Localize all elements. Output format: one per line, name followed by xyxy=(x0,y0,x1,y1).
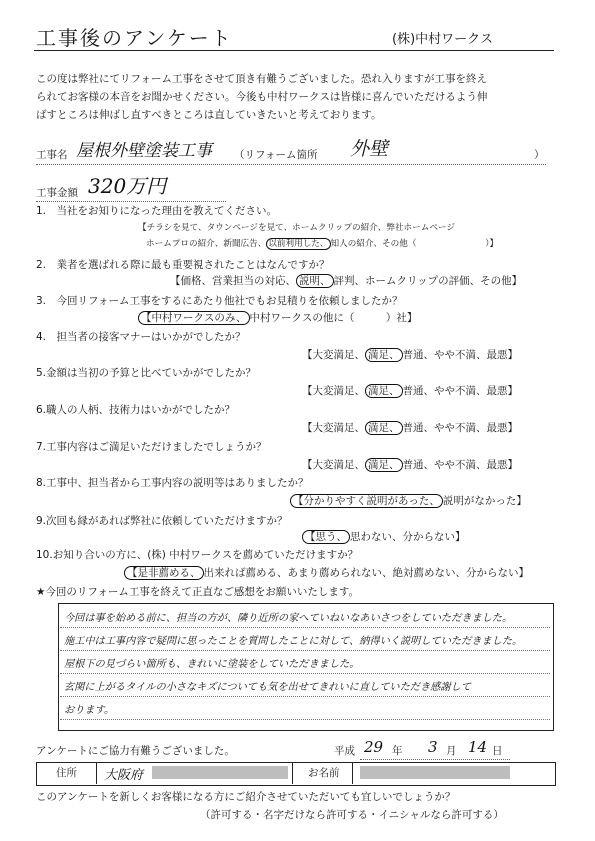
amount-label: 工事金額 xyxy=(36,187,78,199)
question-8: 8.工事中、担当者から工事内容の説明等はありましたか？ xyxy=(36,477,309,489)
q6-selected-option: 満足、 xyxy=(365,421,403,435)
comment-rule xyxy=(60,627,550,628)
address-value: 大阪府 xyxy=(104,768,144,783)
question-6: 6.職人の人柄、技術力はいかがでしたか？ xyxy=(36,404,236,416)
comment-rule xyxy=(60,650,550,651)
q2-selected-option: 説明、 xyxy=(296,274,334,288)
intro-line: られてお客様の本音をお聞かせください。今後も中村ワークスは皆様に喜んでいただけるよう伸 xyxy=(36,91,488,103)
q1-selected-option: 以前利用した、 xyxy=(268,239,329,249)
date-day: 14 xyxy=(468,738,488,756)
comment-rule xyxy=(60,673,550,674)
date-era: 平成 xyxy=(334,745,355,757)
q10-options xyxy=(124,566,529,580)
q1-option: ホームプロの紹介、新聞広告、 xyxy=(146,239,267,249)
thanks-text: アンケートにご協力有難うございました。 xyxy=(36,745,235,757)
address-label-divider xyxy=(96,762,97,784)
question-5: 5.金額は当初の予算と比べていかがでしたか？ xyxy=(36,367,257,379)
q5-options xyxy=(302,384,518,398)
q9-option: 思わない、分からない】 xyxy=(350,531,466,543)
q7-selected-option: 満足、 xyxy=(365,458,403,472)
name-redaction xyxy=(360,766,510,779)
date-year: 29 xyxy=(364,738,384,756)
date-month-unit: 月 xyxy=(446,745,457,757)
q10-option: 出来れば薦める、あまり薦められない、絶対薦めない、分からない】 xyxy=(203,567,529,579)
q5-option: 普通、やや不満、最悪】 xyxy=(402,385,518,397)
intro-line: ばすところは伸ばし直すべきところは直していきたいと考えております。 xyxy=(36,109,382,121)
q9-options xyxy=(302,530,466,544)
q8-option: 説明がなかった】 xyxy=(442,495,527,507)
q10-selected-option: 【是非薦める、 xyxy=(124,566,204,580)
q3-option: 中村ワークスの他に（ ）社】 xyxy=(249,312,418,324)
comment-prompt: ★今回のリフォーム工事を終えて正直なご感想をお願いいたします。 xyxy=(36,586,360,598)
amount-underline xyxy=(36,201,226,202)
q7-option: 普通、やや不満、最悪】 xyxy=(402,459,518,471)
title-underline xyxy=(34,50,554,51)
company-name: (株)中村ワークス xyxy=(392,32,494,47)
page-title: 工事後のアンケート xyxy=(36,26,233,50)
question-4: 4. 担当者の接客マナーはいかがでしたか？ xyxy=(36,331,246,343)
comment-rule xyxy=(60,696,550,697)
question-3: 3. 今回リフォーム工事をするにあたり他社でもお見積りを依頼しましたか？ xyxy=(36,295,403,307)
q1-option: 知人の紹介、その他（ ）】 xyxy=(330,239,499,249)
q4-option: 普通、やや不満、最悪】 xyxy=(402,349,518,361)
q4-option: 【大変満足、 xyxy=(302,349,365,361)
q1-options-line1: 【チラシを見て、タウンページを見て、ホームクリップの紹介、弊社ホームページ xyxy=(138,223,455,233)
address-name-divider xyxy=(292,762,293,784)
comment-text-line: 屋根下の見づらい箇所も、きれいに塗装をしていただきました。 xyxy=(64,659,360,670)
work-name-label: 工事名 xyxy=(36,149,68,161)
consent-options: （許可する・名字だけなら許可する・イニシャルなら許可する） xyxy=(200,809,504,821)
question-7: 7.工事内容はご満足いただけましたでしょうか？ xyxy=(36,441,267,453)
question-1: 1. 当社をお知りになった理由を教えてください。 xyxy=(36,205,278,217)
question-9: 9.次回も縁があれば弊社に依頼していただけますか？ xyxy=(36,515,288,527)
q1-options-line2 xyxy=(146,238,498,250)
question-2: 2. 業者を選ばれる際に最も重要視されたことはなんですか？ xyxy=(36,259,330,271)
name-label: お名前 xyxy=(308,767,340,779)
amount-value: 320万円 xyxy=(88,174,167,198)
question-10: 10.お知り合いの方に、(株) 中村ワークスを薦めていただけますか？ xyxy=(36,549,359,561)
comment-text-line: 今回は事を始める前に、担当の方が、隣り近所の家へていねいなあいさつをしていただきました。 xyxy=(64,613,513,624)
comment-rule xyxy=(60,719,550,720)
q2-options xyxy=(170,274,522,288)
work-name-value: 屋根外壁塗装工事 xyxy=(76,141,212,161)
q9-selected-option: 【思う、 xyxy=(302,530,350,544)
date-month: 3 xyxy=(428,738,438,756)
q4-options xyxy=(302,348,518,362)
location-value: 外壁 xyxy=(350,138,389,160)
consent-question: このアンケートを新しくお客様になる方にご紹介させていただいても宜しいでしょうか？ xyxy=(36,791,456,803)
q3-options xyxy=(138,311,417,325)
q2-option: 評判、ホームクリップの評価、その他】 xyxy=(333,275,523,287)
date-underline xyxy=(360,759,510,760)
q3-selected-option: 【中村ワークスのみ、 xyxy=(138,311,250,325)
name-label-divider xyxy=(352,762,353,784)
q4-selected-option: 満足、 xyxy=(365,348,403,362)
q6-option: 【大変満足、 xyxy=(302,422,365,434)
intro-line: この度は弊社にてリフォーム工事をさせて頂き有難うございました。恐れ入りますが工事を終え xyxy=(36,73,487,85)
date-day-unit: 日 xyxy=(492,745,503,757)
q8-selected-option: 【分かりやすく説明があった、 xyxy=(290,494,443,508)
q2-option: 【価格、営業担当の対応、 xyxy=(170,275,296,287)
q6-options xyxy=(302,421,518,435)
location-label-close: ） xyxy=(534,149,545,161)
q6-option: 普通、やや不満、最悪】 xyxy=(402,422,518,434)
q7-options xyxy=(302,458,518,472)
work-name-underline xyxy=(36,164,546,165)
address-redaction xyxy=(152,766,288,779)
address-label: 住所 xyxy=(56,767,77,779)
date-year-unit: 年 xyxy=(392,745,403,757)
q5-option: 【大変満足、 xyxy=(302,385,365,397)
comment-text-line: 玄関に上がるタイルの小さなキズについても気を出せてきれいに直していただき感謝して xyxy=(64,682,471,693)
comment-text-line: おります。 xyxy=(64,705,115,716)
q7-option: 【大変満足、 xyxy=(302,459,365,471)
q8-options xyxy=(290,494,527,508)
comment-text-line: 施工中は工事内容で疑問に思ったことを質問したことに対して、納得いく説明していただきました。 xyxy=(64,636,523,647)
q5-selected-option: 満足、 xyxy=(365,384,403,398)
location-label: （リフォーム箇所 xyxy=(234,149,318,161)
